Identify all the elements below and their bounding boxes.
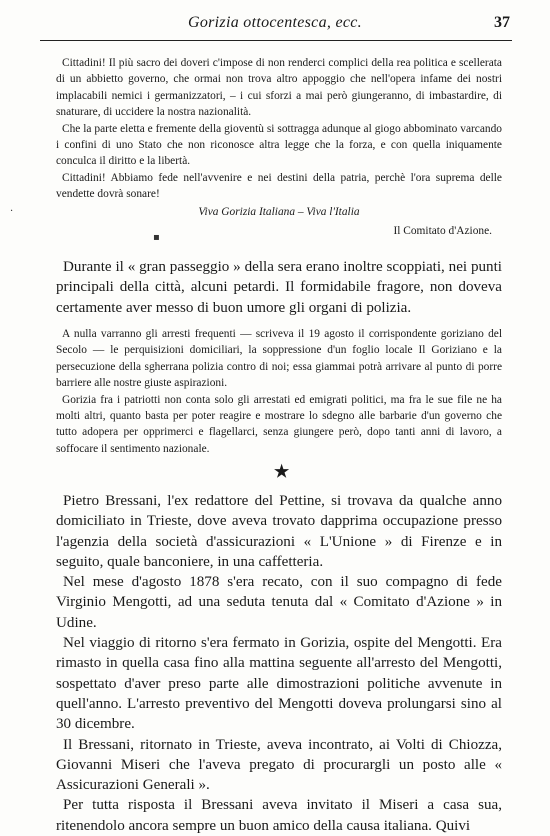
section-separator: ★ xyxy=(274,462,290,482)
narrative-paragraph: Nel viaggio di ritorno s'era fermato in Gorizia, ospite del Mengotti. Era rimasto in quella casa fino alla mattina seguente all'arresto del Mengotti, sospettato d'aver preso parte alle dimostrazioni politiche avvenute in quell'anno. L'arresto preventivo del Mengotti doveva prolungarsi sino al 30 dicembre. xyxy=(56,635,502,733)
proclamation-paragraph: Che la parte eletta e fremente della gioventù si sottragga adunque al giogo abbominato varcando i confini di uno Stato che non riconosce altra legge che la forza, e con quella iniquamente conculca il diritto e la libertà. xyxy=(56,122,502,168)
narrative-paragraph: Il Bressani, ritornato in Trieste, aveva incontrato, ai Volti di Chiozza, Giovanni Miseri che l'aveva pregato di procurargli un posto alle « Assicurazioni Generali ». xyxy=(56,736,502,794)
narrative-block-1 xyxy=(56,257,502,318)
margin-mark: · xyxy=(10,206,14,217)
quote-paragraph: A nulla varranno gli arresti frequenti — scriveva il 19 agosto il corrispondente goriziano del Secolo — le perquisizioni domiciliari, la soppressione d'un foglio locale Il Goriziano e la persecuzione della sgherrana polizia contro di noi; essa giammai potrà arrivare al punto di porre barriere alle nostre giuste aspirazioni. xyxy=(56,328,502,390)
margin-mark: ▪ xyxy=(153,232,160,243)
proclamation-signature: Il Comitato d'Azione. xyxy=(393,225,492,238)
running-header xyxy=(40,14,512,41)
narrative-paragraph: Pietro Bressani, l'ex redattore del Pettine, si trovava da qualche anno domiciliato in Trieste, dove aveva trovato dapprima occupazione presso l'agenzia della società d'assicurazioni « L'Unione » di Firenze e in seguito, quale banconiere, in una caffetteria. xyxy=(56,493,502,570)
page-number: 37 xyxy=(494,14,510,31)
header-title: Gorizia ottocentesca, ecc. xyxy=(188,14,362,31)
narrative-paragraph: Nel mese d'agosto 1878 s'era recato, con il suo compagno di fede Virginio Mengotti, ad una seduta tenuta dal « Comitato d'Azione » in Udine. xyxy=(56,574,502,631)
narrative-paragraph: Durante il « gran passeggio » della sera erano inoltre scoppiati, nei punti principali della città, alcuni petardi. Il formidabile fragore, non doveva certamente aver messo di buon umore gli organi di polizia. xyxy=(56,259,502,316)
proclamation-motto: Viva Gorizia Italiana – Viva l'Italia xyxy=(198,205,360,218)
narrative-paragraph: Per tutta risposta il Bressani aveva invitato il Miseri a casa sua, ritenendolo ancora sempre un buon amico della causa italiana. Quivi xyxy=(56,797,502,834)
proclamation-paragraph: Cittadini! Abbiamo fede nell'avvenire e nei destini della patria, perchè l'ora suprema delle vendette dovrà sonare! xyxy=(56,171,502,201)
narrative-block-2 xyxy=(56,491,502,836)
quote-paragraph: Gorizia fra i patriotti non conta solo gli arrestati ed emigrati politici, ma fra le sue file ne ha molti altri, quanto basta per poter reagire e mostrare lo sdegno alle barbarie d'un governo che tutto adopera per opprimerci e flagellarci, senza giungere però, dopo tanti anni di lavoro, a soffocare il sentimento nazionale. xyxy=(56,393,502,455)
proclamation-block xyxy=(56,55,502,239)
proclamation-paragraph: Cittadini! Il più sacro dei doveri c'impose di non renderci complici della rea politica e scellerata di un abbietto governo, che ormai non trova altro appoggio che nell'opera infame dei nostri implacabili nemici i germanizzatori, – i cui sforzi a mai però giungeranno, di imbastardire, di snaturare, di uccidere la nostra nazionalità. xyxy=(56,57,502,119)
quote-block xyxy=(56,326,502,457)
